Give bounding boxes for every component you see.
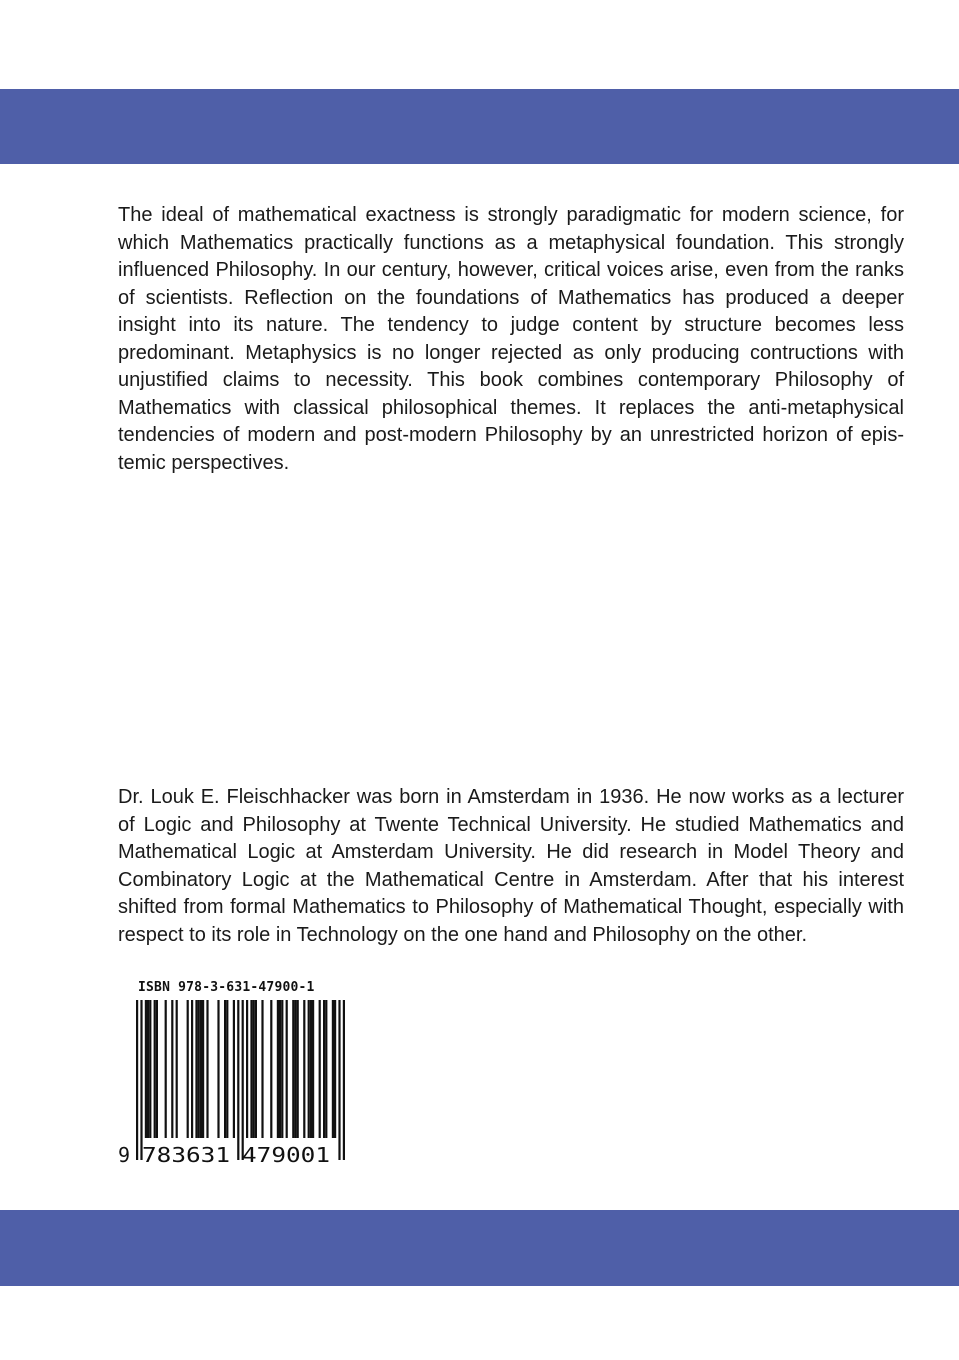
barcode-bar [338, 1000, 340, 1160]
barcode-bar [176, 1000, 178, 1138]
barcode-bars [136, 1000, 345, 1160]
barcode-bar [187, 1000, 189, 1138]
barcode-bar [165, 1000, 167, 1138]
barcode-bar [286, 1000, 288, 1138]
barcode-graphic [118, 980, 348, 1166]
barcode-bar [343, 1000, 345, 1160]
barcode-bar [294, 1000, 296, 1138]
barcode-bar [277, 1000, 279, 1138]
barcode-bar [292, 1000, 294, 1138]
barcode-bar [136, 1000, 138, 1160]
barcode-bar [171, 1000, 173, 1138]
barcode-bar [145, 1000, 147, 1138]
barcode-bar [250, 1000, 252, 1138]
top-color-band [0, 89, 959, 164]
barcode-bar [297, 1000, 299, 1138]
barcode-bar [332, 1000, 334, 1138]
bottom-color-band [0, 1210, 959, 1286]
author-biography: Dr. Louk E. Fleischhacker was born in Amsterdam in 1936. He now works as a lecturer of Logic and Philosophy at Twente Technical University. He studied Mathematics and Mathematical Logic at Amsterdam University. He did research in Model Theory and Combinatory Logic at the Mathematical Centre in Amsterdam. After that his interest shifted from formal Mathematics to Philosophy of Mathematical Thought, especially with respect to its role in Technology on the one hand and Philosophy on the other. [118, 786, 904, 946]
barcode-bar [325, 1000, 327, 1138]
barcode-bar [198, 1000, 200, 1138]
barcode-bar [270, 1000, 272, 1138]
barcode-bar [206, 1000, 208, 1138]
barcode-bar [253, 1000, 255, 1138]
barcode-first-digit: 9 [118, 1143, 131, 1166]
barcode-bar [310, 1000, 312, 1138]
barcode-bar [154, 1000, 156, 1138]
barcode-bar [233, 1000, 235, 1138]
barcode-right-digits: 479001 [242, 1143, 330, 1166]
barcode-bar [279, 1000, 281, 1138]
barcode-bar [261, 1000, 263, 1138]
barcode-bar [200, 1000, 202, 1138]
barcode-bar [319, 1000, 321, 1138]
barcode-bar [334, 1000, 336, 1138]
barcode-bar [312, 1000, 314, 1138]
barcode-bar [195, 1000, 197, 1138]
barcode-bar [246, 1000, 248, 1138]
barcode-bar [237, 1000, 239, 1160]
barcode-left-digits: 783631 [142, 1143, 230, 1166]
book-description: The ideal of mathematical exactness is strongly paradigmatic for modern science, for which Mathematics practically functions as a metaphysical foundation. This strongly influenced Philosophy. In our century, however, critical voices arise, even from the ranks of scientists. Reflection on the foundations of Mathematics has produced a deeper insight into its nature. The tendency to judge content by structure becomes less predominant. Metaphysics is no longer rejected as only producing contructions with unjustified claims to necessity. This book combines contemporary Philosophy of Mathematics with classical philosophical themes. It replaces the anti-metaphysical tendencies of modern and post-modern Philosophy by an unrestricted horizon of epistemic perspectives. [118, 204, 904, 474]
barcode-bar [281, 1000, 283, 1138]
barcode-bar [303, 1000, 305, 1138]
barcode-bar [323, 1000, 325, 1138]
barcode-bar [308, 1000, 310, 1138]
barcode-bar [255, 1000, 257, 1138]
barcode-bar [202, 1000, 204, 1138]
barcode-bar [140, 1000, 142, 1160]
barcode-bar [224, 1000, 226, 1138]
isbn-label: ISBN 978-3-631-47900-1 [138, 980, 315, 995]
barcode-bar [149, 1000, 151, 1138]
barcode-bar [191, 1000, 193, 1138]
barcode-bar [242, 1000, 244, 1160]
barcode-bar [226, 1000, 228, 1138]
isbn-barcode [118, 980, 348, 1166]
barcode-bar [156, 1000, 158, 1138]
barcode-bar [147, 1000, 149, 1138]
barcode-bar [217, 1000, 219, 1138]
